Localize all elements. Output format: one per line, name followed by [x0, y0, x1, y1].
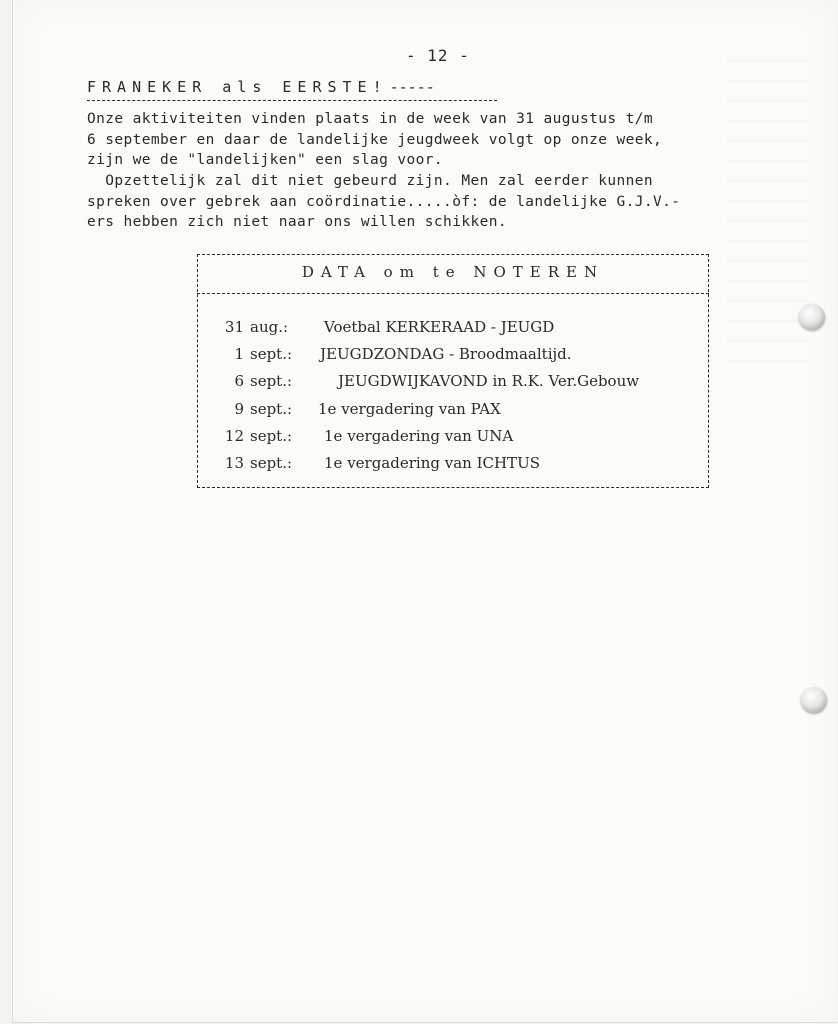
note-row: [214, 422, 639, 449]
notes-list: [214, 313, 639, 477]
note-event: 1e vergadering van ICHTUS: [324, 454, 540, 473]
note-date: [214, 318, 324, 336]
note-day: 13: [224, 454, 244, 473]
note-event: Voetbal KERKERAAD - JEUGD: [324, 317, 555, 336]
heading-underline: [87, 100, 497, 101]
note-date: [214, 427, 324, 445]
note-row: [214, 313, 639, 340]
note-month: aug.:: [250, 317, 289, 336]
note-day: 1: [234, 344, 244, 363]
heading-title: FRANEKER als EERSTE!: [87, 78, 388, 96]
paragraph-coordination: Opzettelijk zal dit niet gebeurd zijn. Men zal eerder kunnen spreken over gebrek aan coördinatie.....òf: de landelijke G.J.V.- ers hebben zich niet naar ons willen schikken.: [87, 173, 681, 230]
notes-title: DATA om te NOTEREN: [301, 263, 605, 281]
note-event: 1e vergadering van UNA: [324, 426, 514, 445]
note-row: [214, 340, 639, 367]
notes-divider: [197, 293, 709, 294]
note-month: sept.:: [250, 426, 293, 445]
document-page: [12, 0, 837, 1023]
note-event: JEUGDWIJKAVOND in R.K. Ver.Gebouw: [338, 372, 640, 391]
note-row: [214, 395, 639, 422]
note-month: sept.:: [250, 372, 293, 391]
note-month: sept.:: [250, 344, 293, 363]
note-row: [214, 449, 639, 476]
bleed-through-text: [727, 60, 807, 380]
note-event: JEUGDZONDAG - Broodmaaltijd.: [320, 344, 572, 363]
note-row: [214, 368, 639, 395]
heading-dashes: -----: [389, 78, 435, 96]
note-day: 12: [224, 426, 244, 445]
note-date: [214, 372, 324, 390]
note-event: 1e vergadering van PAX: [318, 399, 501, 418]
note-month: sept.:: [250, 399, 293, 418]
note-date: [214, 400, 324, 418]
punch-hole-bottom: [801, 687, 827, 713]
notes-box: [197, 254, 709, 488]
page-number: - 12 -: [406, 46, 470, 65]
paragraph-activities: Onze aktiviteiten vinden plaats in de week van 31 augustus t/m 6 september en daar de landelijke jeugdweek volgt op onze week, zijn we de "landelijken" een slag voor.: [87, 111, 663, 168]
section-heading: [87, 78, 435, 96]
note-day: 31: [224, 317, 244, 336]
note-date: [214, 345, 324, 363]
note-date: [214, 454, 324, 472]
punch-hole-top: [799, 304, 825, 330]
note-month: sept.:: [250, 454, 293, 473]
note-day: 9: [234, 399, 244, 418]
note-day: 6: [234, 372, 244, 391]
